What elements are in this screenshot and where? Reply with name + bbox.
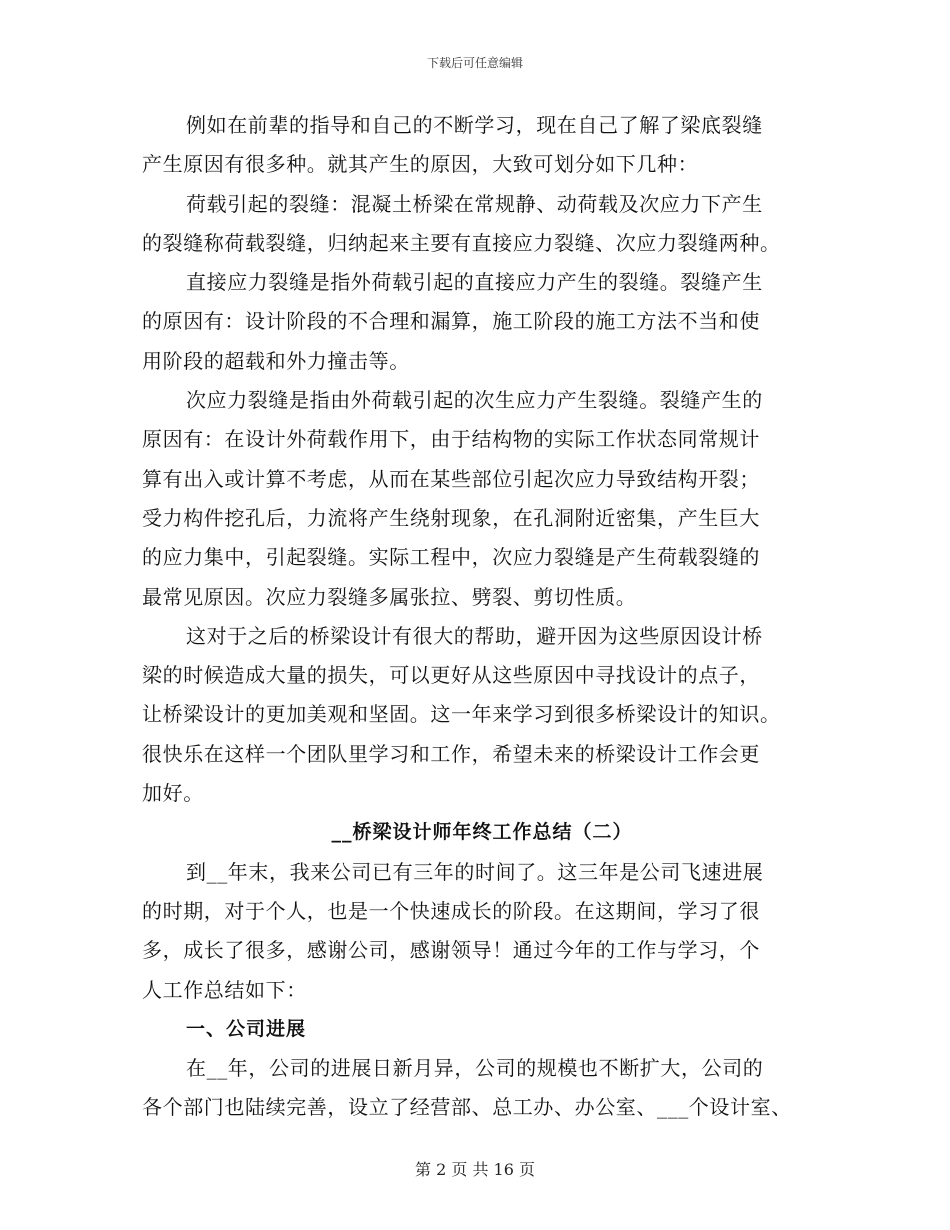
paragraph-line: 的裂缝称荷载裂缝，归纳起来主要有直接应力裂缝、次应力裂缝两种。 [142,230,781,255]
paragraph-line: 例如在前辈的指导和自己的不断学习，现在自己了解了梁底裂缝 [186,113,763,137]
paragraph-line: 各个部门也陆续完善，设立了经营部、总工办、办公室、___个设计室、 [142,1095,792,1120]
document-body [142,106,822,1128]
paragraph-line: 很快乐在这样一个团队里学习和工作，希望未来的桥梁设计工作会更 [142,741,760,766]
paragraph-line: 算有出入或计算不考虑，从而在某些部位引起次应力导致结构开裂； [142,466,760,491]
paragraph-line: 用阶段的超载和外力撞击等。 [142,348,410,373]
paragraph-line: 产生原因有很多种。就其产生的原因，大致可划分如下几种： [142,152,699,177]
page-footer: 第 2 页 共 16 页 [415,1160,535,1179]
paragraph-line: 的应力集中，引起裂缝。实际工程中，次应力裂缝是产生荷载裂缝的 [142,545,760,570]
paragraph-line: 原因有：在设计外荷载作用下，由于结构物的实际工作状态同常规计 [142,427,760,452]
paragraph-line: 人工作总结如下： [142,977,307,1002]
paragraph-line: 的时期，对于个人，也是一个快速成长的阶段。在这期间，学习了很 [142,898,760,923]
paragraph-line: 在__年，公司的进展日新月异，公司的规模也不断扩大，公司的 [186,1056,764,1081]
paragraph-line: 到__年末，我来公司已有三年的时间了。这三年是公司飞速进展 [186,859,764,884]
page-header: 下载后可任意编辑 [426,56,523,70]
paragraph-line: 多，成长了很多，感谢公司，感谢领导！通过今年的工作与学习，个 [142,938,760,963]
paragraph-line: 受力构件挖孔后，力流将产生绕射现象，在孔洞附近密集，产生巨大 [142,505,760,530]
paragraph-line: 的原因有：设计阶段的不合理和漏算，施工阶段的施工方法不当和使 [142,309,760,334]
subsection-heading: 一、公司进展 [186,1017,307,1040]
paragraph-line: 次应力裂缝是指由外荷载引起的次生应力产生裂缝。裂缝产生的 [186,388,763,413]
paragraph-line: 这对于之后的桥梁设计有很大的帮助，避开因为这些原因设计桥 [186,623,763,648]
section-title: __桥梁设计师年终工作总结（二） [331,821,633,844]
paragraph-line: 直接应力裂缝是指外荷载引起的直接应力产生的裂缝。裂缝产生 [186,270,763,295]
paragraph-line: 加好。 [142,781,204,806]
paragraph-line: 梁的时候造成大量的损失，可以更好从这些原因中寻找设计的点子， [142,663,760,688]
paragraph-line: 让桥梁设计的更加美观和坚固。这一年来学习到很多桥梁设计的知识。 [142,702,781,727]
paragraph-line: 荷载引起的裂缝：混凝土桥梁在常规静、动荷载及次应力下产生 [186,191,763,216]
paragraph-line: 最常见原因。次应力裂缝多属张拉、劈裂、剪切性质。 [142,584,637,609]
